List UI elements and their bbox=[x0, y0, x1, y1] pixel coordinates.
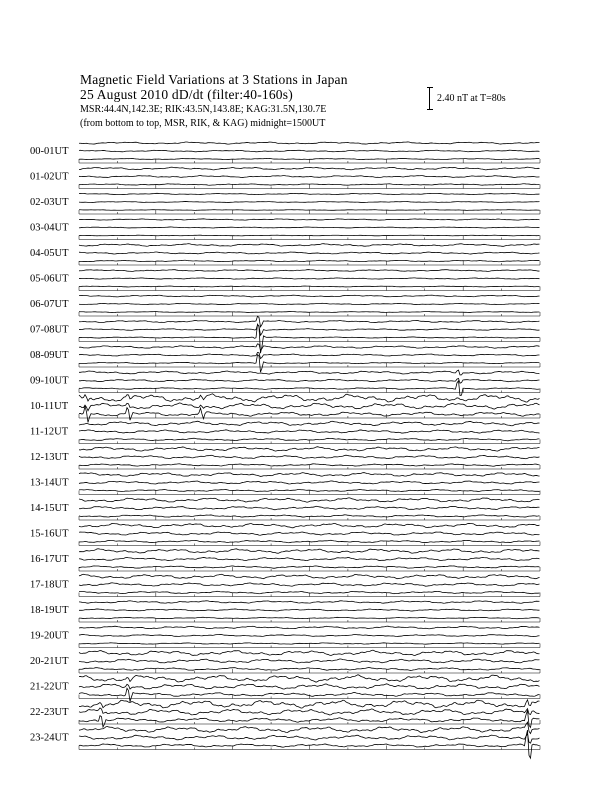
scale-bar-label: 2.40 nT at T=80s bbox=[437, 93, 506, 104]
trace-kag bbox=[79, 473, 540, 477]
trace-kag bbox=[79, 370, 540, 375]
trace-rik bbox=[79, 403, 540, 411]
row-label: 06-07UT bbox=[30, 299, 69, 310]
hour-row bbox=[30, 473, 540, 495]
row-label: 04-05UT bbox=[30, 248, 69, 259]
trace-msr bbox=[79, 515, 540, 517]
trace-kag bbox=[79, 447, 540, 451]
trace-msr bbox=[79, 235, 540, 236]
row-label: 08-09UT bbox=[30, 350, 69, 361]
trace-kag bbox=[79, 167, 540, 170]
trace-kag bbox=[79, 421, 540, 426]
trace-kag bbox=[79, 219, 540, 220]
trace-rik bbox=[79, 150, 540, 152]
hour-row bbox=[30, 601, 540, 622]
trace-kag bbox=[79, 574, 540, 578]
trace-kag bbox=[79, 295, 540, 297]
row-label: 05-06UT bbox=[30, 273, 69, 285]
trace-rik bbox=[79, 659, 540, 663]
hour-row bbox=[30, 421, 540, 443]
trace-rik bbox=[79, 378, 540, 383]
trace-rik bbox=[79, 325, 540, 335]
row-label: 01-02UT bbox=[30, 171, 69, 183]
trace-msr bbox=[79, 730, 540, 758]
trace-rik bbox=[79, 532, 540, 535]
hour-row bbox=[30, 394, 540, 423]
row-label: 03-04UT bbox=[30, 222, 69, 234]
hour-row bbox=[30, 498, 540, 520]
trace-msr bbox=[79, 617, 540, 618]
trace-rik bbox=[79, 278, 540, 279]
hour-row bbox=[30, 295, 540, 316]
trace-rik bbox=[79, 583, 540, 586]
hour-row bbox=[30, 549, 540, 571]
hour-row bbox=[30, 219, 540, 240]
trace-rik bbox=[79, 176, 540, 178]
hour-row bbox=[30, 675, 540, 702]
row-label: 23-24UT bbox=[30, 732, 69, 744]
trace-kag bbox=[79, 270, 540, 272]
hour-row bbox=[30, 447, 540, 469]
trace-msr bbox=[79, 158, 540, 159]
trace-rik bbox=[79, 684, 540, 689]
trace-rik bbox=[79, 557, 540, 560]
row-label: 11-12UT bbox=[30, 426, 69, 438]
row-label: 09-10UT bbox=[30, 375, 69, 387]
hour-row bbox=[30, 193, 540, 214]
chart-subtitle: 25 August 2010 dD/dt (filter:40-160s) bbox=[80, 87, 293, 102]
trace-rik bbox=[79, 734, 540, 743]
trace-msr bbox=[79, 210, 540, 211]
row-label: 18-19UT bbox=[30, 605, 69, 616]
trace-kag bbox=[79, 244, 540, 247]
row-label: 16-17UT bbox=[30, 554, 69, 565]
row-label: 17-18UT bbox=[30, 579, 69, 591]
trace-rik bbox=[79, 481, 540, 484]
hour-row bbox=[30, 700, 540, 728]
hour-row bbox=[30, 142, 540, 163]
trace-rik bbox=[79, 201, 540, 202]
chart-title: Magnetic Field Variations at 3 Stations in Japan bbox=[80, 72, 348, 87]
row-label: 19-20UT bbox=[30, 630, 69, 642]
row-label: 00-01UT bbox=[30, 146, 69, 157]
row-label: 22-23UT bbox=[30, 707, 69, 718]
trace-kag bbox=[79, 498, 540, 503]
trace-kag bbox=[79, 650, 540, 655]
trace-kag bbox=[79, 193, 540, 194]
hour-row bbox=[30, 370, 540, 395]
row-label: 21-22UT bbox=[30, 681, 69, 693]
hour-row bbox=[30, 574, 540, 596]
trace-msr bbox=[79, 710, 540, 727]
row-label: 20-21UT bbox=[30, 656, 69, 667]
trace-rik bbox=[79, 303, 540, 304]
trace-kag bbox=[79, 316, 540, 327]
trace-rik bbox=[79, 708, 540, 715]
trace-kag bbox=[79, 675, 540, 682]
trace-rik bbox=[79, 252, 540, 254]
row-label: 13-14UT bbox=[30, 477, 69, 489]
station-coordinates: MSR:44.4N,142.3E; RIK:43.5N,143.8E; KAG:31.5N,130.7E bbox=[80, 104, 327, 115]
trace-kag bbox=[79, 142, 540, 144]
trace-rik bbox=[79, 430, 540, 433]
trace-kag bbox=[79, 344, 540, 350]
hour-row bbox=[30, 650, 540, 673]
hour-row bbox=[30, 244, 540, 265]
trace-rik bbox=[79, 634, 540, 636]
row-label: 07-08UT bbox=[30, 324, 69, 336]
trace-kag bbox=[79, 601, 540, 604]
trace-rik bbox=[79, 227, 540, 228]
trace-rik bbox=[79, 455, 540, 459]
hour-row bbox=[30, 626, 540, 647]
trace-kag bbox=[79, 626, 540, 629]
hour-row bbox=[30, 344, 540, 372]
row-label: 15-16UT bbox=[30, 528, 69, 540]
trace-kag bbox=[79, 394, 540, 402]
trace-msr bbox=[79, 381, 540, 396]
hour-row bbox=[30, 523, 540, 545]
trace-rik bbox=[79, 609, 540, 611]
trace-rik bbox=[79, 506, 540, 509]
hour-row bbox=[30, 270, 540, 291]
row-label: 02-03UT bbox=[30, 197, 69, 208]
hour-row bbox=[30, 167, 540, 188]
trace-kag bbox=[79, 549, 540, 554]
row-label: 14-15UT bbox=[30, 503, 69, 514]
hour-row bbox=[30, 722, 540, 758]
trace-kag bbox=[79, 523, 540, 527]
trace-msr bbox=[79, 312, 540, 313]
row-label: 12-13UT bbox=[30, 452, 69, 463]
trace-kag bbox=[79, 700, 540, 708]
station-order-note: (from bottom to top, MSR, RIK, & KAG) midnight=1500UT bbox=[80, 118, 326, 129]
row-label: 10-11UT bbox=[30, 401, 69, 412]
trace-rik bbox=[79, 352, 540, 358]
